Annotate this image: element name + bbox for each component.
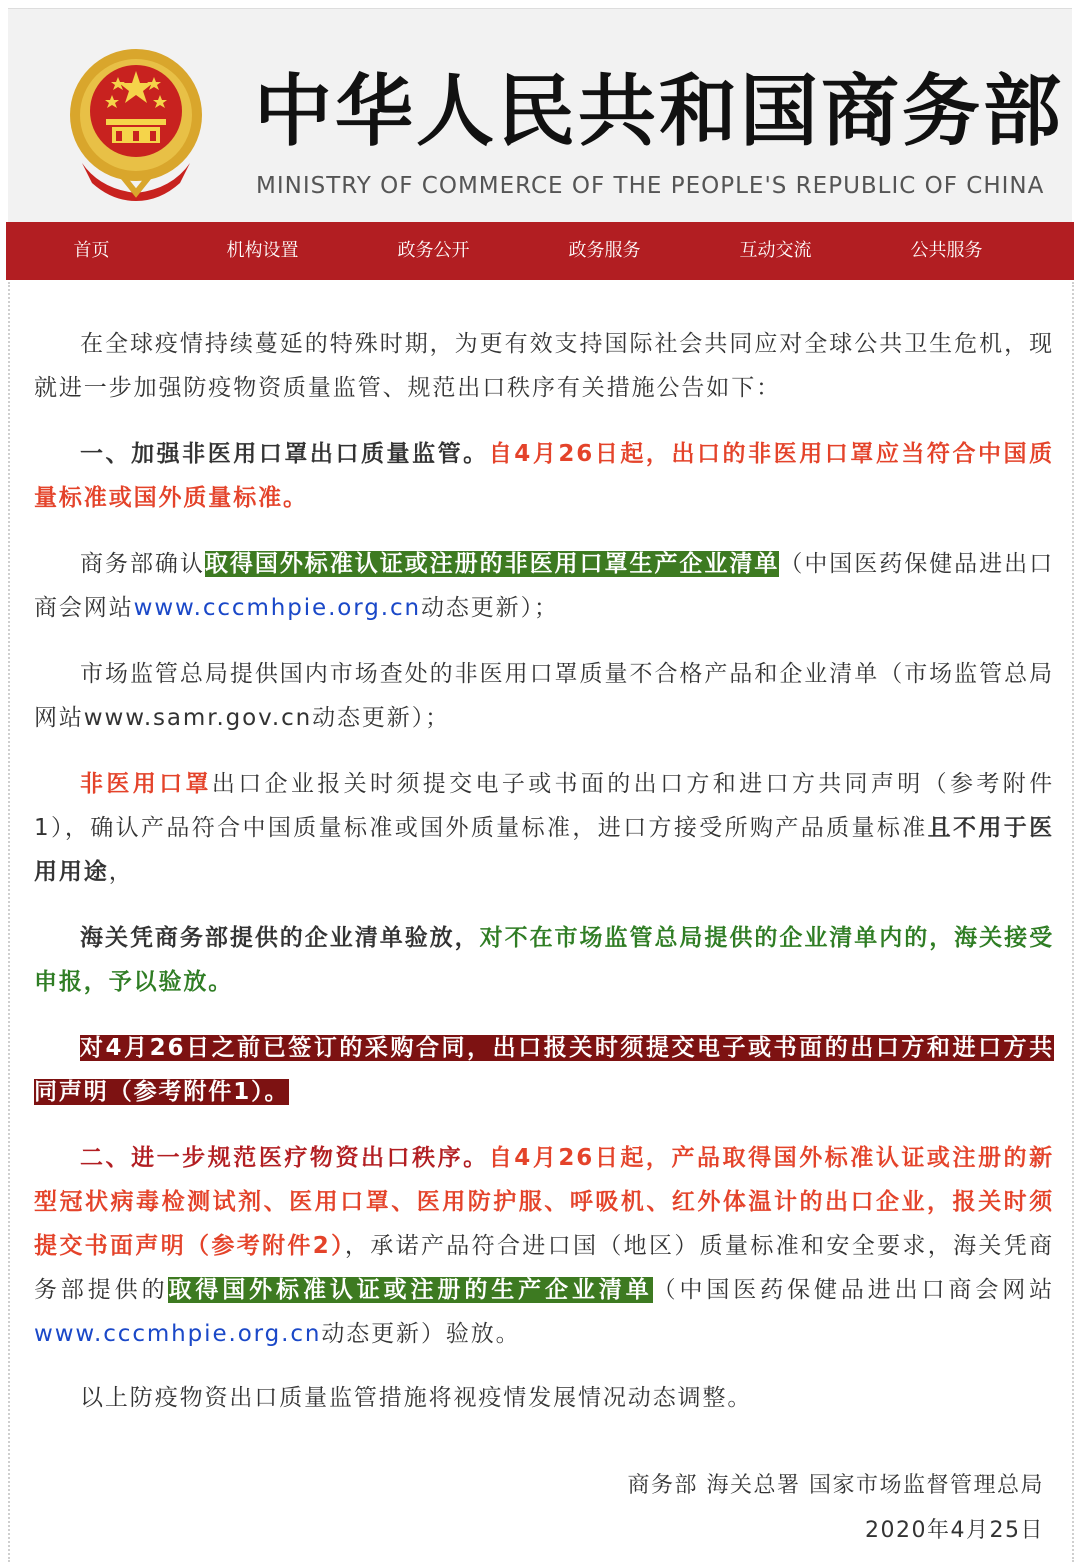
highlight-enterprise-list: 取得国外标准认证或注册的非医用口罩生产企业清单	[204, 551, 780, 577]
ministry-title-en: MINISTRY OF COMMERCE OF THE PEOPLE'S REPUBLIC OF CHINA	[256, 173, 1045, 199]
nav-item-interaction[interactable]: 互动交流	[739, 240, 812, 261]
highlight-production-list: 取得国外标准认证或注册的生产企业清单	[168, 1277, 653, 1303]
paragraph-declaration: 非医用口罩出口企业报关时须提交电子或书面的出口方和进口方共同声明（参考附件1），确认产品符合中国质量标准或国外质量标准，进口方接受所购产品质量标准且不用于医用用途，	[34, 771, 1054, 885]
national-emblem-icon	[60, 43, 212, 203]
cccmhpie-link[interactable]: www.cccmhpie.org.cn	[133, 595, 421, 621]
paragraph-section-1: 一、加强非医用口罩出口质量监管。自4月26日起，出口的非医用口罩应当符合中国质量标准或国外质量标准。	[34, 441, 1054, 511]
main-nav	[6, 222, 1074, 280]
paragraph-samr-list: 市场监管总局提供国内市场查处的非医用口罩质量不合格产品和企业清单（市场监管总局网站www.samr.gov.cn动态更新）；	[34, 661, 1054, 731]
paragraph-intro: 在全球疫情持续蔓延的特殊时期，为更有效支持国际社会共同应对全球公共卫生危机，现就进一步加强防疫物资质量监管、规范出口秩序有关措施公告如下：	[34, 331, 1054, 401]
paragraph-closing: 以上防疫物资出口质量监管措施将视疫情发展情况动态调整。	[80, 1385, 753, 1411]
highlight-contracts: 对4月26日之前已签订的采购合同，出口报关时须提交电子或书面的出口方和进口方共同声明（参考附件1）。	[34, 1035, 1054, 1105]
paragraph-customs-release: 海关凭商务部提供的企业清单验放，对不在市场监管总局提供的企业清单内的，海关接受申报，予以验放。	[34, 925, 1054, 995]
nav-item-public-services[interactable]: 公共服务	[910, 240, 983, 261]
cccmhpie-link-2[interactable]: www.cccmhpie.org.cn	[34, 1321, 322, 1347]
paragraph-section-2: 二、进一步规范医疗物资出口秩序。自4月26日起，产品取得国外标准认证或注册的新型冠状病毒检测试剂、医用口罩、医用防护服、呼吸机、红外体温计的出口企业，报关时须提交书面声明（参考附件2），承诺产品符合进口国（地区）质量标准和安全要求，海关凭商务部提供的取得国外标准认证或注册的生产企业清单（中国医药保健品进出口商会网站www.cccmhpie.org.cn动态更新）验放。	[34, 1145, 1055, 1347]
site-header	[8, 8, 1072, 223]
paragraph-ministry-list: 商务部确认取得国外标准认证或注册的非医用口罩生产企业清单（中国医药保健品进出口商会网站www.cccmhpie.org.cn动态更新）；	[34, 551, 1055, 621]
signature-date: 2020年4月25日	[865, 1518, 1044, 1543]
nav-item-gov-services[interactable]: 政务服务	[568, 240, 641, 261]
nav-item-gov-affairs[interactable]: 政务公开	[397, 240, 470, 261]
ministry-title-cn: 中华人民共和国商务部	[254, 67, 1065, 157]
nav-item-organization[interactable]: 机构设置	[226, 240, 299, 261]
signature-orgs: 商务部 海关总署 国家市场监督管理总局	[627, 1473, 1044, 1498]
nav-item-home[interactable]: 首页	[73, 240, 110, 261]
paragraph-contracts	[34, 1026, 1054, 1114]
announcement-content	[8, 282, 1074, 1562]
